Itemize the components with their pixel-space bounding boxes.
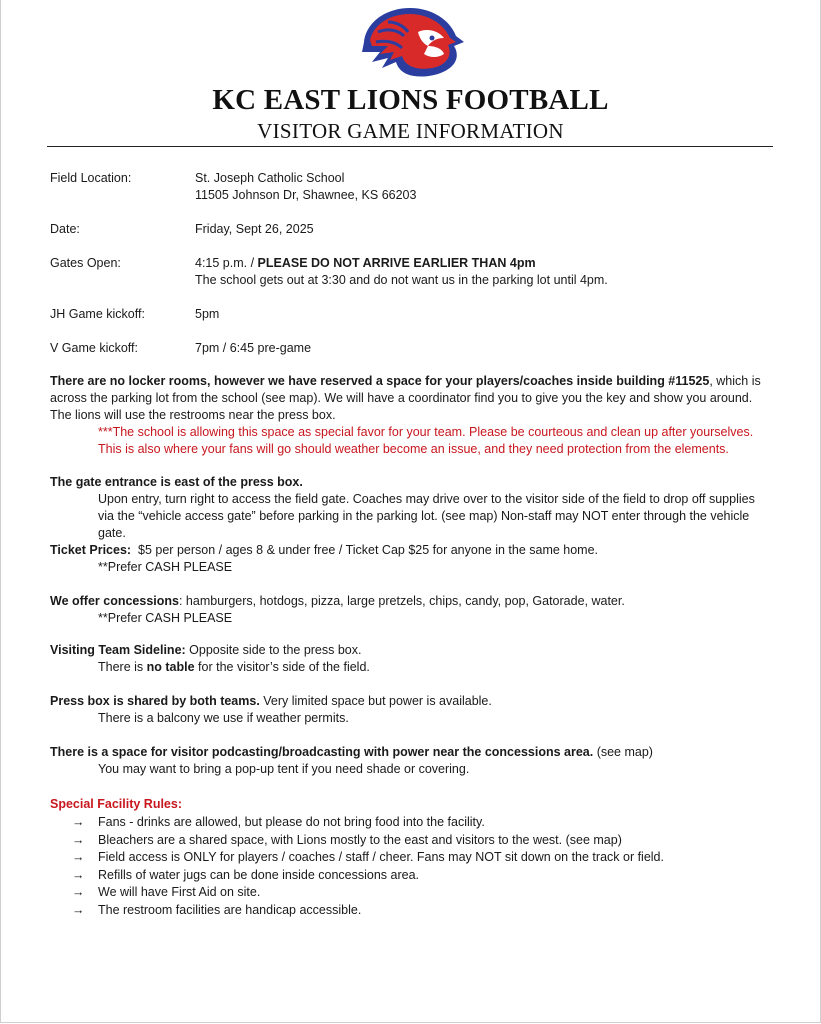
broadcast-section [50,744,774,778]
pressbox-note: There is a balcony we use if weather permits. [98,711,349,725]
gates-warning: PLEASE DO NOT ARRIVE EARLIER THAN 4pm [257,256,536,270]
locker-section [50,373,774,458]
page-title: KC EAST LIONS FOOTBALL [212,84,609,116]
arrow-right-icon: → [72,867,85,882]
rule-item [50,849,774,867]
gates-label: Gates Open: [50,256,121,270]
date-value: Friday, Sept 26, 2025 [195,222,314,236]
gate-heading: The gate entrance is east of the press box. [50,475,303,489]
gates-time: 4:15 p.m. / [195,256,258,270]
rule-text: Fans - drinks are allowed, but please do not bring food into the facility. [98,815,485,829]
tickets-section [50,542,774,576]
locker-text: , which is across the parking lot from the school (see map). We will have a coordinator find you to give you the key and show you around. The lions will use the restrooms near the press box. [50,374,761,422]
v-kickoff-label: V Game kickoff: [50,341,138,355]
locker-heading: There are no locker rooms, however we have reserved a space for your players/coaches inside building #11525 [50,374,710,388]
arrow-right-icon: → [72,832,85,847]
sideline-label: Visiting Team Sideline: [50,643,186,657]
jh-kickoff-value: 5pm [195,307,220,321]
broadcast-label: There is a space for visitor podcasting/broadcasting with power near the concessions area. [50,745,594,759]
tickets-label: Ticket Prices: [50,543,132,557]
rule-item [50,867,774,885]
gate-text: Upon entry, turn right to access the field gate. Coaches may drive over to the visitor side of the field to drop off supplies via the “vehicle access gate” before parking in the parking lot. (see map) Non-staff may NOT enter through the vehicle gate. [98,492,755,540]
page-subtitle: VISITOR GAME INFORMATION [257,119,564,143]
rules-list [50,814,774,920]
sideline-text: Opposite side to the press box. [185,643,362,657]
title-divider [47,146,773,147]
jh-kickoff-row [50,306,770,323]
arrow-right-icon: → [72,815,85,829]
rule-item [50,814,774,832]
rule-text: Field access is ONLY for players / coaches / staff / cheer. Fans may NOT sit down on the track or field. [98,850,664,865]
pressbox-section [50,693,774,727]
rule-text: The restroom facilities are handicap accessible. [98,902,362,917]
arrow-right-icon: → [72,885,85,900]
field-location-row [50,170,770,204]
rule-item [50,902,774,920]
sideline-note-bold: no table [146,660,195,674]
date-row [50,221,770,238]
broadcast-text: (see map) [593,745,653,759]
field-location-line2: 11505 Johnson Dr, Shawnee, KS 66203 [195,188,417,202]
concessions-note: **Prefer CASH PLEASE [98,611,233,625]
field-location-line1: St. Joseph Catholic School [195,171,345,185]
field-location-label: Field Location: [50,171,132,185]
arrow-right-icon: → [72,902,85,917]
rules-heading: Special Facility Rules: [50,797,182,811]
concessions-label: We offer concessions [50,594,179,608]
broadcast-note: You may want to bring a pop-up tent if you need shade or covering. [98,762,470,776]
concessions-text: : hamburgers, hotdogs, pizza, large pretzels, chips, candy, pop, Gatorade, water. [178,594,625,608]
sideline-note-b: for the visitor’s side of the field. [194,660,370,674]
rules-section [50,796,774,920]
pressbox-label: Press box is shared by both teams. [50,694,260,708]
pressbox-text: Very limited space but power is available. [259,694,492,708]
locker-red-note-2: This is also where your fans will go should weather become an issue, and they need protection from the elements. [98,442,729,456]
jh-kickoff-label: JH Game kickoff: [50,307,145,321]
rule-text: We will have First Aid on site. [98,885,261,900]
concessions-section [50,593,774,627]
locker-red-note-1: ***The school is allowing this space as special favor for your team. Please be courteous and clean up after yourselves. [98,425,754,439]
sideline-note-a: There is [98,660,147,674]
v-kickoff-row [50,340,770,357]
arrow-right-icon: → [72,850,85,865]
tickets-text: $5 per person / ages 8 & under free / Ticket Cap $25 for anyone in the same home. [131,543,599,557]
lion-head-logo-icon [358,2,466,80]
rule-item [50,832,774,850]
gates-row [50,255,770,289]
rule-item [50,884,774,902]
rule-text: Refills of water jugs can be done inside concessions area. [98,867,420,882]
tickets-note: **Prefer CASH PLEASE [98,560,233,574]
date-label: Date: [50,222,80,236]
v-kickoff-value: 7pm / 6:45 pre-game [195,341,312,355]
gate-section [50,474,774,542]
rule-text: Bleachers are a shared space, with Lions mostly to the east and visitors to the west. (see map) [98,832,622,847]
gates-note: The school gets out at 3:30 and do not want us in the parking lot until 4pm. [195,273,608,287]
sideline-section [50,642,774,676]
